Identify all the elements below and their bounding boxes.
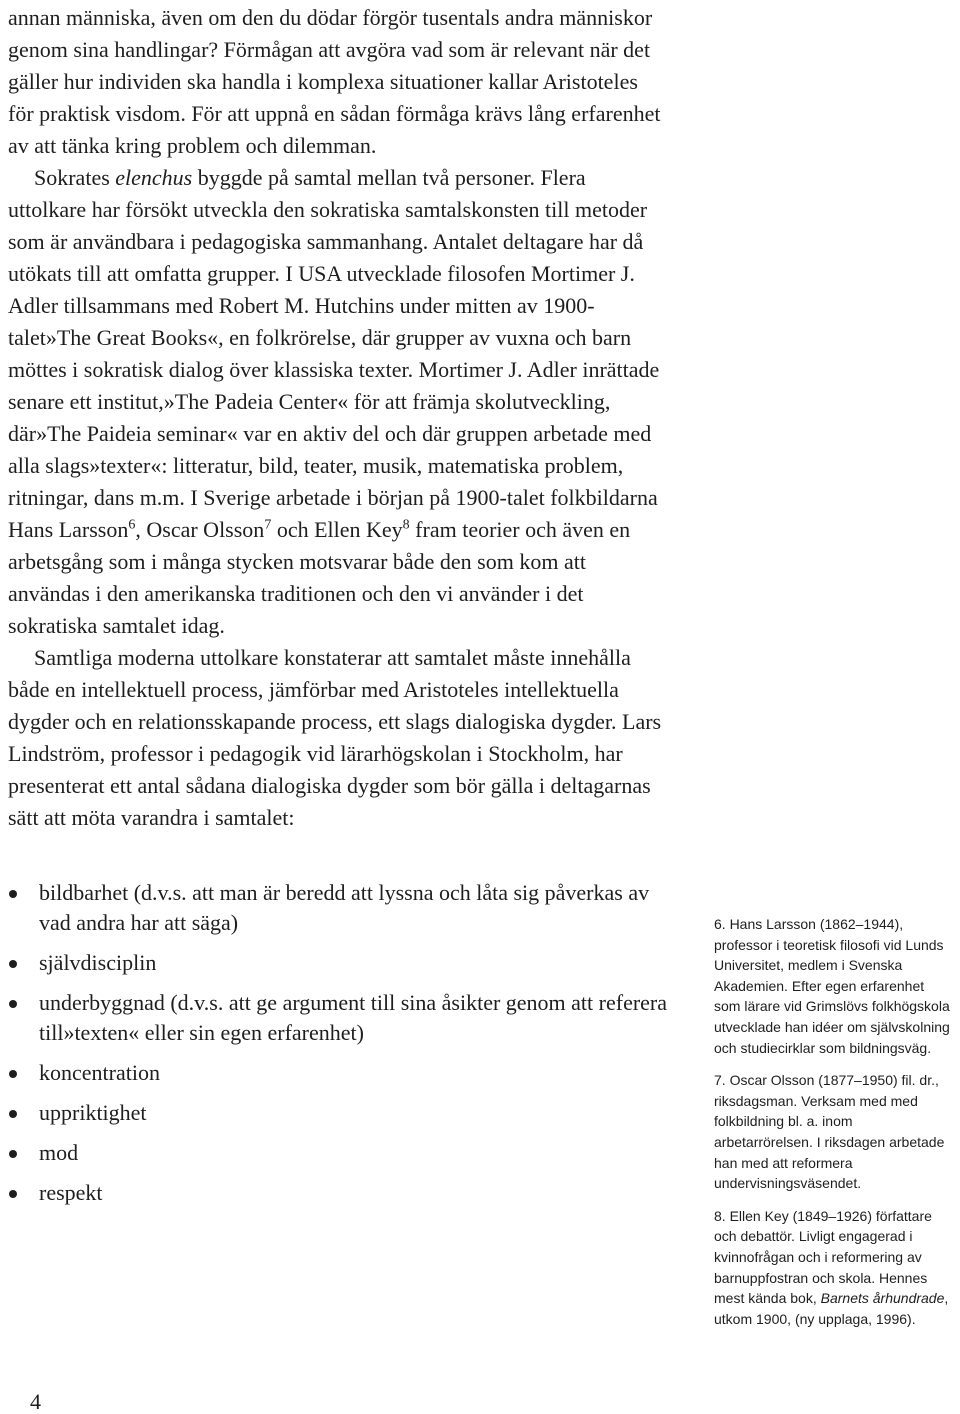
list-item bbox=[8, 948, 668, 978]
bullet-dot-icon bbox=[9, 1000, 17, 1008]
list-item-text: uppriktighet bbox=[39, 1100, 147, 1125]
bullet-dot-icon bbox=[9, 960, 17, 968]
list-item bbox=[8, 1058, 668, 1088]
p2-italic-term: elenchus bbox=[115, 165, 193, 190]
list-item-text: bildbarhet (d.v.s. att man är beredd att lyssna och låta sig påverkas av vad andra har att säga) bbox=[39, 880, 650, 935]
paragraph-2 bbox=[8, 162, 668, 642]
bullet-dot-icon bbox=[9, 1070, 17, 1078]
bullet-dot-icon bbox=[9, 1150, 17, 1158]
list-item-text: respekt bbox=[39, 1180, 103, 1205]
list-item-text: underbyggnad (d.v.s. att ge argument till sina åsikter genom att referera till»texten« eller sin egen erfarenhet) bbox=[39, 990, 668, 1045]
footnote-6: 6. Hans Larsson (1862–1944), professor i teoretisk filosofi vid Lunds Universitet, medlem i Svenska Akademien. Efter egen erfarenhet som lärare vid Grimslövs folkhögskola utvecklade han idéer om självskolning och studiecirklar som bildningsväg. bbox=[714, 916, 950, 1056]
list-item-text: mod bbox=[39, 1140, 79, 1165]
page-number: 4 bbox=[30, 1389, 41, 1414]
list-item-text: självdisciplin bbox=[39, 950, 157, 975]
paragraph-3: Samtliga moderna uttolkare konstaterar att samtalet måste innehålla både en intellektuell process, jämförbar med Aristoteles intellektuella dygder och en relationsskapande process, ett slags dialogiska dygder. Lars Lindström, professor i pedagogik vid lärarhögskolan i Stockholm, har presenterat ett antal sådana dialogiska dygder som bör gälla i deltagarnas sätt att möta varandra i samtalet: bbox=[8, 645, 662, 830]
p2-text-start: Sokrates bbox=[34, 165, 116, 190]
dialogic-virtues-list bbox=[8, 878, 668, 1208]
footnote-ref-8: 8 bbox=[402, 517, 410, 533]
paragraph-1: annan människa, även om den du dödar förgör tusentals andra människor genom sina handlingar? Förmågan att avgöra vad som är relevant när det gäller hur individen ska handla i komplexa situationer kallar Aristoteles för praktisk visdom. För att uppnå en sådan förmåga krävs lång erfarenhet av att tänka kring problem och dilemman. bbox=[8, 5, 661, 158]
list-item bbox=[8, 1178, 668, 1208]
footnote-8-book-title: Barnets århundrade bbox=[820, 1290, 945, 1307]
list-item-text: koncentration bbox=[39, 1060, 160, 1085]
list-item bbox=[8, 988, 668, 1048]
bullet-dot-icon bbox=[9, 1110, 17, 1118]
footnote-ref-7: 7 bbox=[264, 517, 272, 533]
list-item bbox=[8, 1138, 668, 1168]
p2-text-end: fram teorier och även en arbetsgång som i många stycken motsvarar både den som kom att användas i den amerikanska traditionen och den vi använder i det sokratiska samtalet idag. bbox=[8, 517, 631, 638]
p2-text-mid-1: , Oscar Olsson bbox=[135, 517, 265, 542]
footnote-8 bbox=[714, 1206, 954, 1330]
list-item bbox=[8, 878, 668, 938]
list-item bbox=[8, 1098, 668, 1128]
bullet-dot-icon bbox=[9, 890, 17, 898]
footnote-8-text: 8. Ellen Key (1849–1926) författare och debattör. Livligt engagerad i kvinnofrågan och i reformering av barnuppfostran och skola. Hennes mest kända bok, bbox=[714, 1207, 932, 1307]
bullet-dot-icon bbox=[9, 1190, 17, 1198]
main-text-column bbox=[8, 0, 668, 1218]
p2-text-body: byggde på samtal mellan två personer. Flera uttolkare har försökt utveckla den sokratiska samtalskonsten till metoder som är användbara i pedagogiska sammanhang. Antalet deltagare har då utökats till att omfatta grupper. I USA utvecklade filosofen Mortimer J. Adler tillsammans med Robert M. Hutchins under mitten av 1900-talet»The Great Books«, en folkrörelse, där grupper av vuxna och barn möttes i sokratisk dialog över klassiska texter. Mortimer J. Adler inrättade senare ett institut,»The Padeia Center« för att främja skolutveckling, där»The Paideia seminar« var en aktiv del och där gruppen arbetade med alla slags»texter«: litteratur, bild, teater, musik, matematiska problem, ritningar, dans m.m. I Sverige arbetade i början på 1900-talet folkbildarna Hans Larsson bbox=[8, 165, 660, 542]
footnotes-column bbox=[714, 914, 954, 1341]
footnote-7: 7. Oscar Olsson (1877–1950) fil. dr., riksdagsman. Verksam med med folkbildning bl. a. inom arbetarrörelsen. I riksdagen arbetade han med att reformera undervisningsväsendet. bbox=[714, 1072, 945, 1192]
p2-text-mid-2: och Ellen Key bbox=[271, 517, 403, 542]
footnote-8-text-end: , utkom 1900, (ny upplaga, 1996). bbox=[714, 1290, 949, 1327]
footnote-ref-6: 6 bbox=[128, 517, 136, 533]
